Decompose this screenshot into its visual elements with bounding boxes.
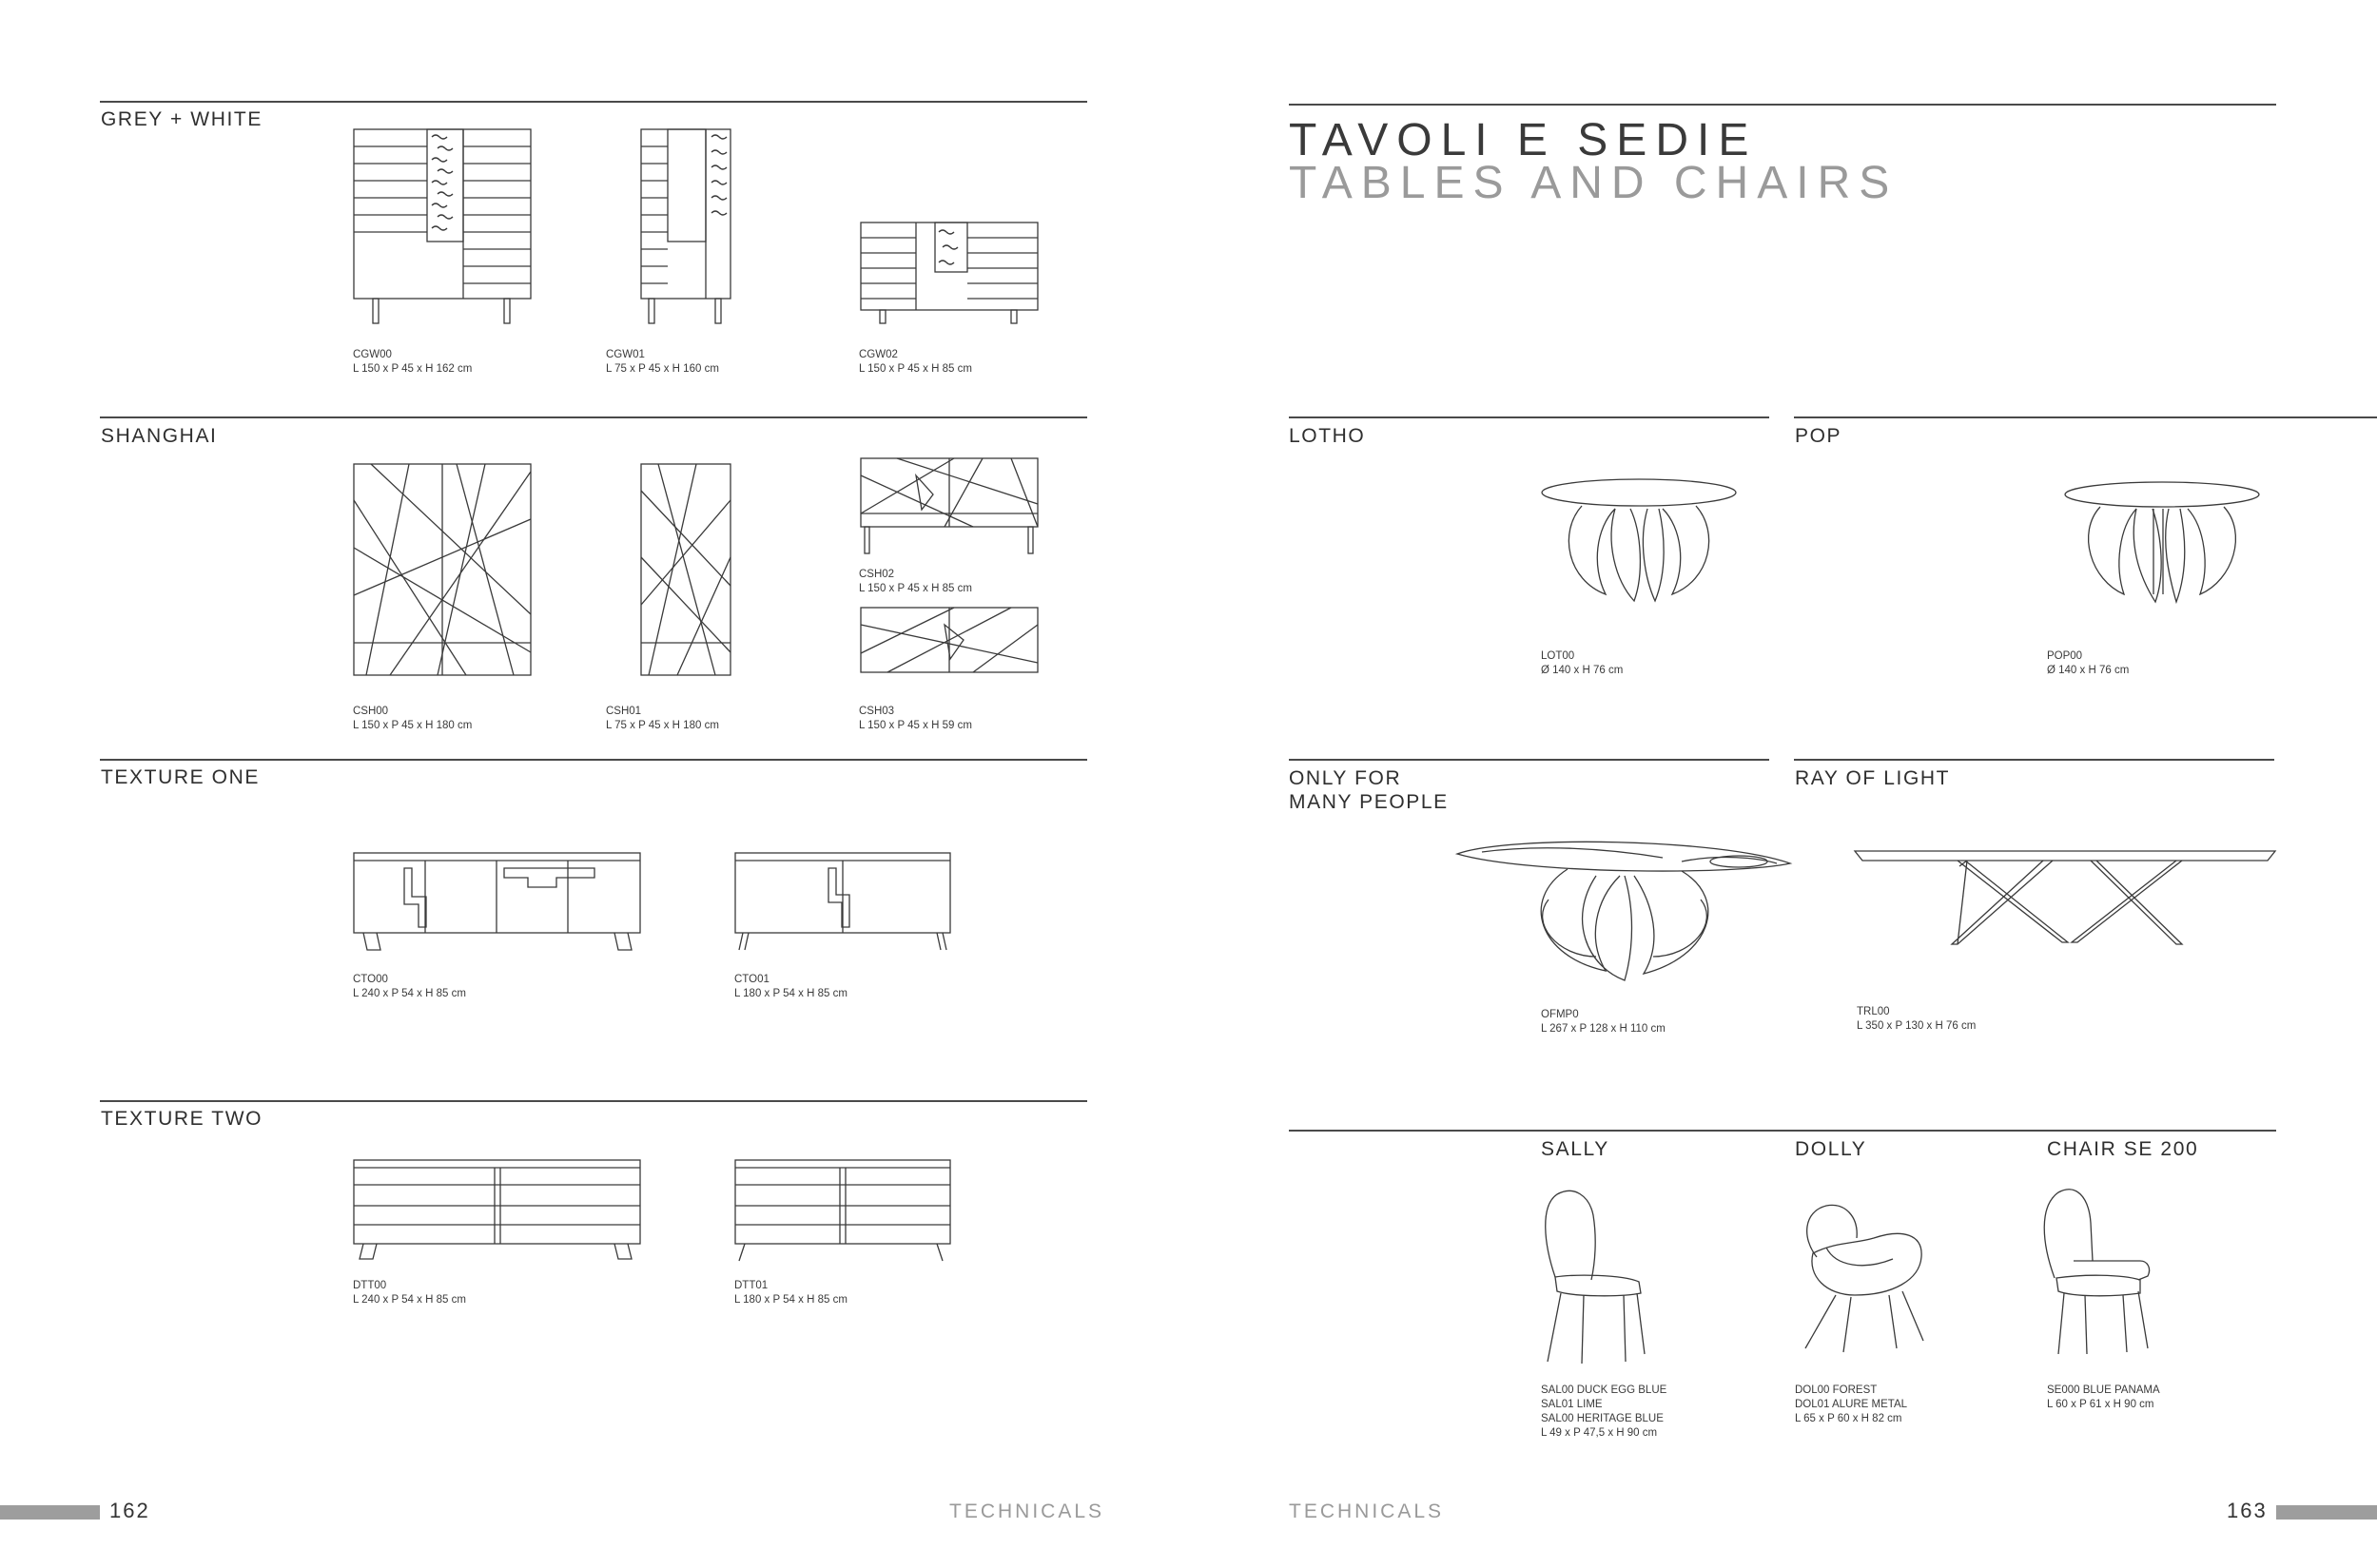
page-number-right: 163 (2227, 1499, 2268, 1522)
caption-sally: SAL00 DUCK EGG BLUE SAL01 LIME SAL00 HERITAGE BLUE L 49 x P 47,5 x H 90 cm (1541, 1384, 1667, 1439)
caption-cgw00: CGW00 L 150 x P 45 x H 162 cm (353, 349, 473, 375)
caption-se200: SE000 BLUE PANAMA L 60 x P 61 x H 90 cm (2047, 1384, 2160, 1410)
sideboard-dtt00-drawing (352, 1158, 642, 1263)
section-rule (1794, 759, 2274, 761)
table-pop00-drawing (2062, 480, 2262, 609)
section-rule (1289, 416, 1769, 418)
footer-left: TECHNICALS (949, 1500, 1105, 1522)
section-title-grey-white: GREY + WHITE (101, 108, 263, 130)
section-title-only-for-many-people: ONLY FOR MANY PEOPLE (1289, 767, 1449, 814)
table-ofmp0-drawing (1453, 833, 1796, 985)
caption-csh00: CSH00 L 150 x P 45 x H 180 cm (353, 706, 473, 731)
sideboard-cto00-drawing (352, 851, 642, 956)
sideboard-dtt01-drawing (733, 1158, 952, 1263)
section-rule (100, 1100, 1087, 1102)
caption-trl00: TRL00 L 350 x P 130 x H 76 cm (1857, 1006, 1977, 1032)
cabinet-csh02-drawing (859, 456, 1040, 561)
section-title-lotho: LOTHO (1289, 425, 1366, 447)
caption-cgw01: CGW01 L 75 x P 45 x H 160 cm (606, 349, 719, 375)
section-title-dolly: DOLLY (1795, 1138, 1867, 1160)
caption-csh03: CSH03 L 150 x P 45 x H 59 cm (859, 706, 972, 731)
section-title-sally: SALLY (1541, 1138, 1609, 1160)
page-bar-left (0, 1505, 100, 1520)
page-title-english: TABLES AND CHAIRS (1289, 158, 1899, 208)
caption-cto00: CTO00 L 240 x P 54 x H 85 cm (353, 974, 466, 999)
cabinet-csh03-drawing (859, 606, 1040, 682)
section-title-texture-one: TEXTURE ONE (101, 766, 260, 788)
chair-se200-drawing (2036, 1185, 2159, 1356)
chair-sally-drawing (1536, 1187, 1650, 1367)
cabinet-cgw01-drawing (639, 127, 734, 327)
table-lot00-drawing (1539, 475, 1739, 609)
table-trl00-drawing (1853, 849, 2277, 954)
caption-csh02: CSH02 L 150 x P 45 x H 85 cm (859, 569, 972, 594)
caption-csh01: CSH01 L 75 x P 45 x H 180 cm (606, 706, 719, 731)
page-bar-right (2276, 1505, 2377, 1520)
page-title-italian: TAVOLI E SEDIE (1289, 115, 1758, 165)
caption-dtt01: DTT01 L 180 x P 54 x H 85 cm (734, 1280, 848, 1306)
cabinet-csh00-drawing (352, 462, 533, 677)
section-rule (1289, 1130, 2276, 1132)
section-title-texture-two: TEXTURE TWO (101, 1108, 263, 1130)
section-title-shanghai: SHANGHAI (101, 425, 218, 447)
page-number-left: 162 (109, 1499, 150, 1522)
section-rule (1289, 759, 1769, 761)
section-rule (100, 759, 1087, 761)
section-rule (100, 101, 1087, 103)
chair-dolly-drawing (1798, 1200, 1931, 1352)
section-rule (100, 416, 1087, 418)
section-title-pop: POP (1795, 425, 1842, 447)
cabinet-cgw02-drawing (859, 221, 1040, 325)
caption-dolly: DOL00 FOREST DOL01 ALURE METAL L 65 x P 60 x H 82 cm (1795, 1384, 1908, 1424)
footer-right: TECHNICALS (1289, 1500, 1445, 1522)
caption-cgw02: CGW02 L 150 x P 45 x H 85 cm (859, 349, 972, 375)
cabinet-cgw00-drawing (352, 127, 533, 327)
cabinet-csh01-drawing (639, 462, 734, 677)
caption-pop00: POP00 Ø 140 x H 76 cm (2047, 650, 2130, 676)
section-title-ray-of-light: RAY OF LIGHT (1795, 767, 1951, 789)
title-rule (1289, 104, 2276, 106)
caption-cto01: CTO01 L 180 x P 54 x H 85 cm (734, 974, 848, 999)
caption-ofmp0: OFMP0 L 267 x P 128 x H 110 cm (1541, 1009, 1666, 1035)
caption-lot00: LOT00 Ø 140 x H 76 cm (1541, 650, 1624, 676)
sideboard-cto01-drawing (733, 851, 952, 956)
caption-dtt00: DTT00 L 240 x P 54 x H 85 cm (353, 1280, 466, 1306)
section-title-chair-se-200: CHAIR SE 200 (2047, 1138, 2199, 1160)
section-rule (1794, 416, 2377, 418)
